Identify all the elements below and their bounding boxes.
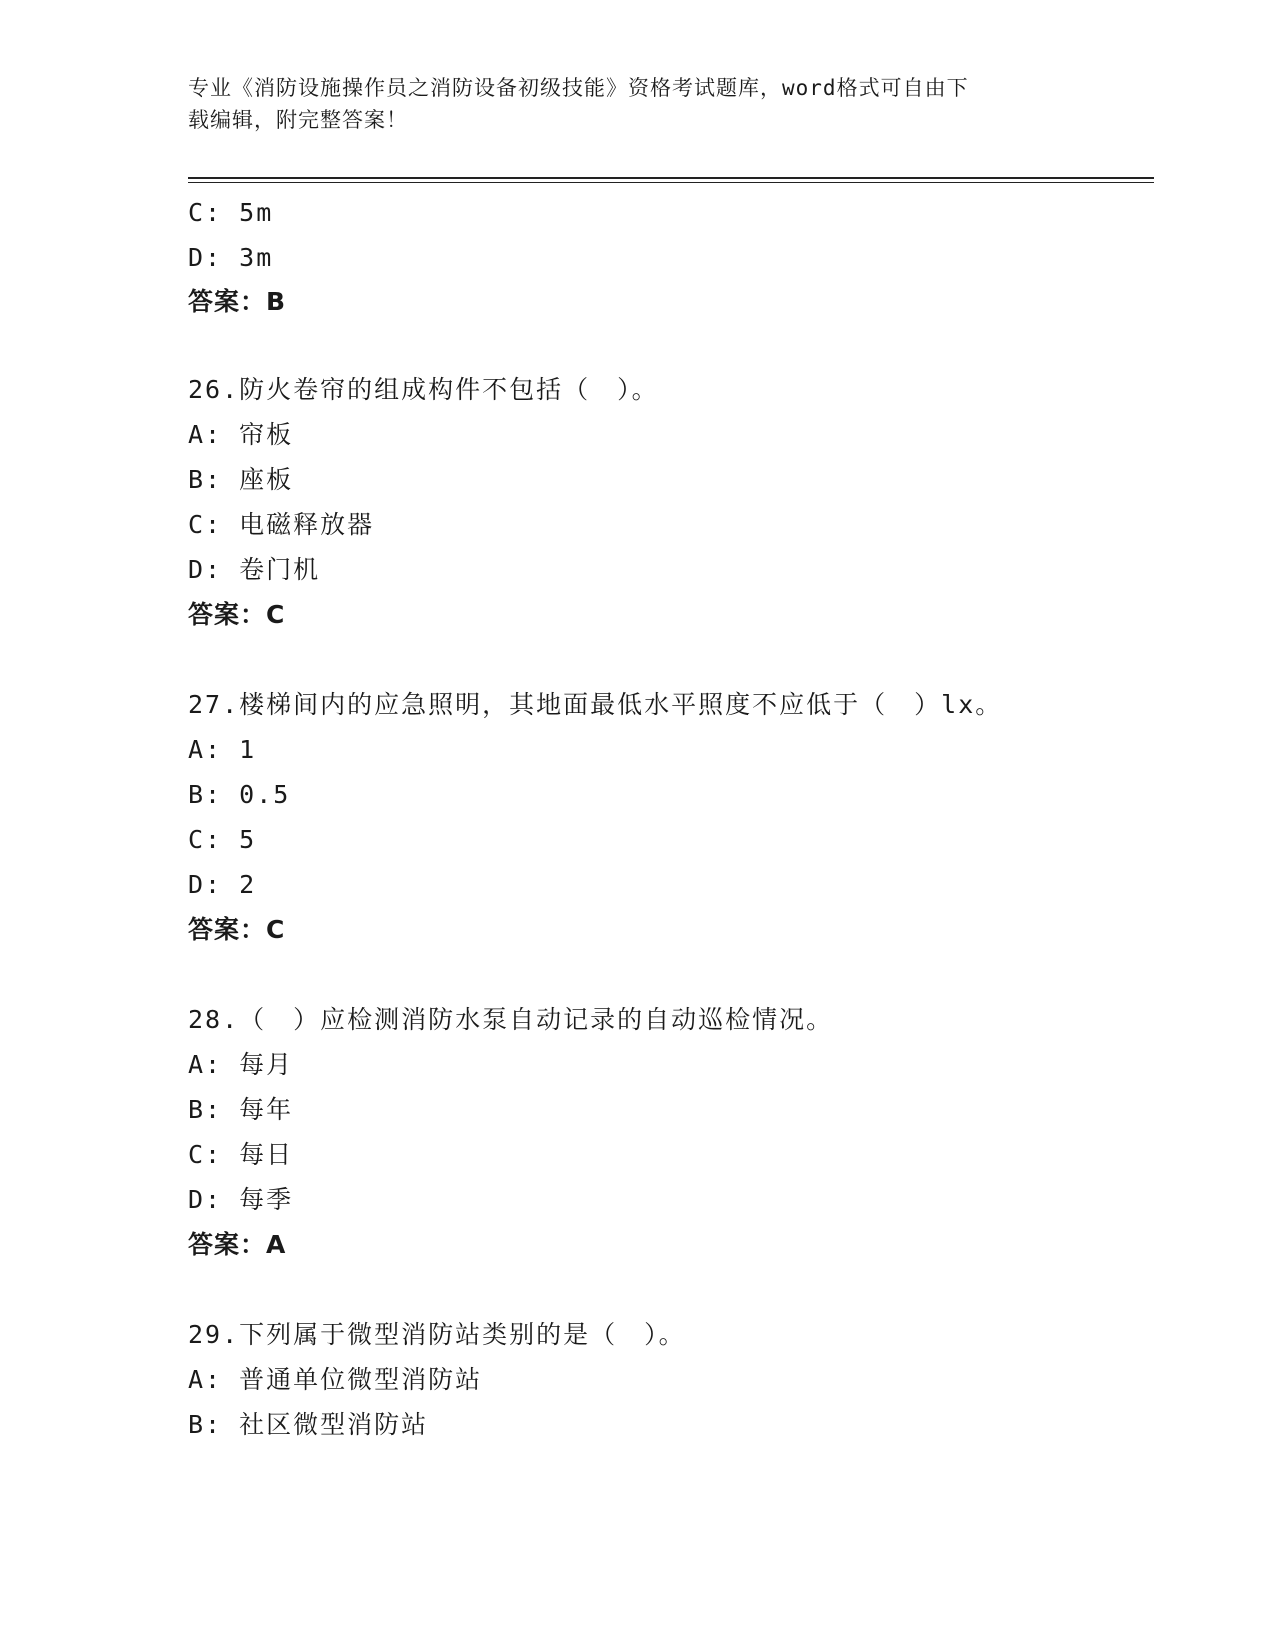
option-a: A: 普通单位微型消防站 bbox=[188, 1365, 483, 1394]
answer-line: 答案：C bbox=[188, 915, 286, 944]
header-line-2: 载编辑，附完整答案！ bbox=[188, 108, 408, 132]
answer-line: 答案：B bbox=[188, 287, 287, 316]
document-header bbox=[188, 72, 1088, 136]
header-line-1: 专业《消防设施操作员之消防设备初级技能》资格考试题库，word格式可自由下 bbox=[188, 76, 969, 100]
option-d: D: 每季 bbox=[188, 1185, 294, 1214]
option-b: B: 社区微型消防站 bbox=[188, 1410, 429, 1439]
option-d: D: 3m bbox=[188, 243, 274, 272]
header-divider-top bbox=[188, 177, 1154, 179]
option-d: D: 卷门机 bbox=[188, 555, 321, 584]
option-a: A: 帘板 bbox=[188, 420, 294, 449]
option-b: B: 0.5 bbox=[188, 780, 291, 809]
option-b: B: 座板 bbox=[188, 465, 294, 494]
option-a: A: 1 bbox=[188, 735, 257, 764]
answer-line: 答案：A bbox=[188, 1230, 287, 1259]
option-c: C: 5 bbox=[188, 825, 257, 854]
option-a: A: 每月 bbox=[188, 1050, 294, 1079]
option-c: C: 电磁释放器 bbox=[188, 510, 375, 539]
option-c: C: 5m bbox=[188, 198, 274, 227]
option-d: D: 2 bbox=[188, 870, 257, 899]
option-c: C: 每日 bbox=[188, 1140, 294, 1169]
question-stem-27: 27.楼梯间内的应急照明，其地面最低水平照度不应低于（ ）lx。 bbox=[188, 690, 1003, 719]
question-stem-29: 29.下列属于微型消防站类别的是（ ）。 bbox=[188, 1320, 686, 1349]
answer-line: 答案：C bbox=[188, 600, 286, 629]
question-stem-28: 28.（ ）应检测消防水泵自动记录的自动巡检情况。 bbox=[188, 1005, 834, 1034]
question-stem-26: 26.防火卷帘的组成构件不包括（ ）。 bbox=[188, 375, 659, 404]
option-b: B: 每年 bbox=[188, 1095, 294, 1124]
header-divider-bottom bbox=[188, 182, 1154, 183]
